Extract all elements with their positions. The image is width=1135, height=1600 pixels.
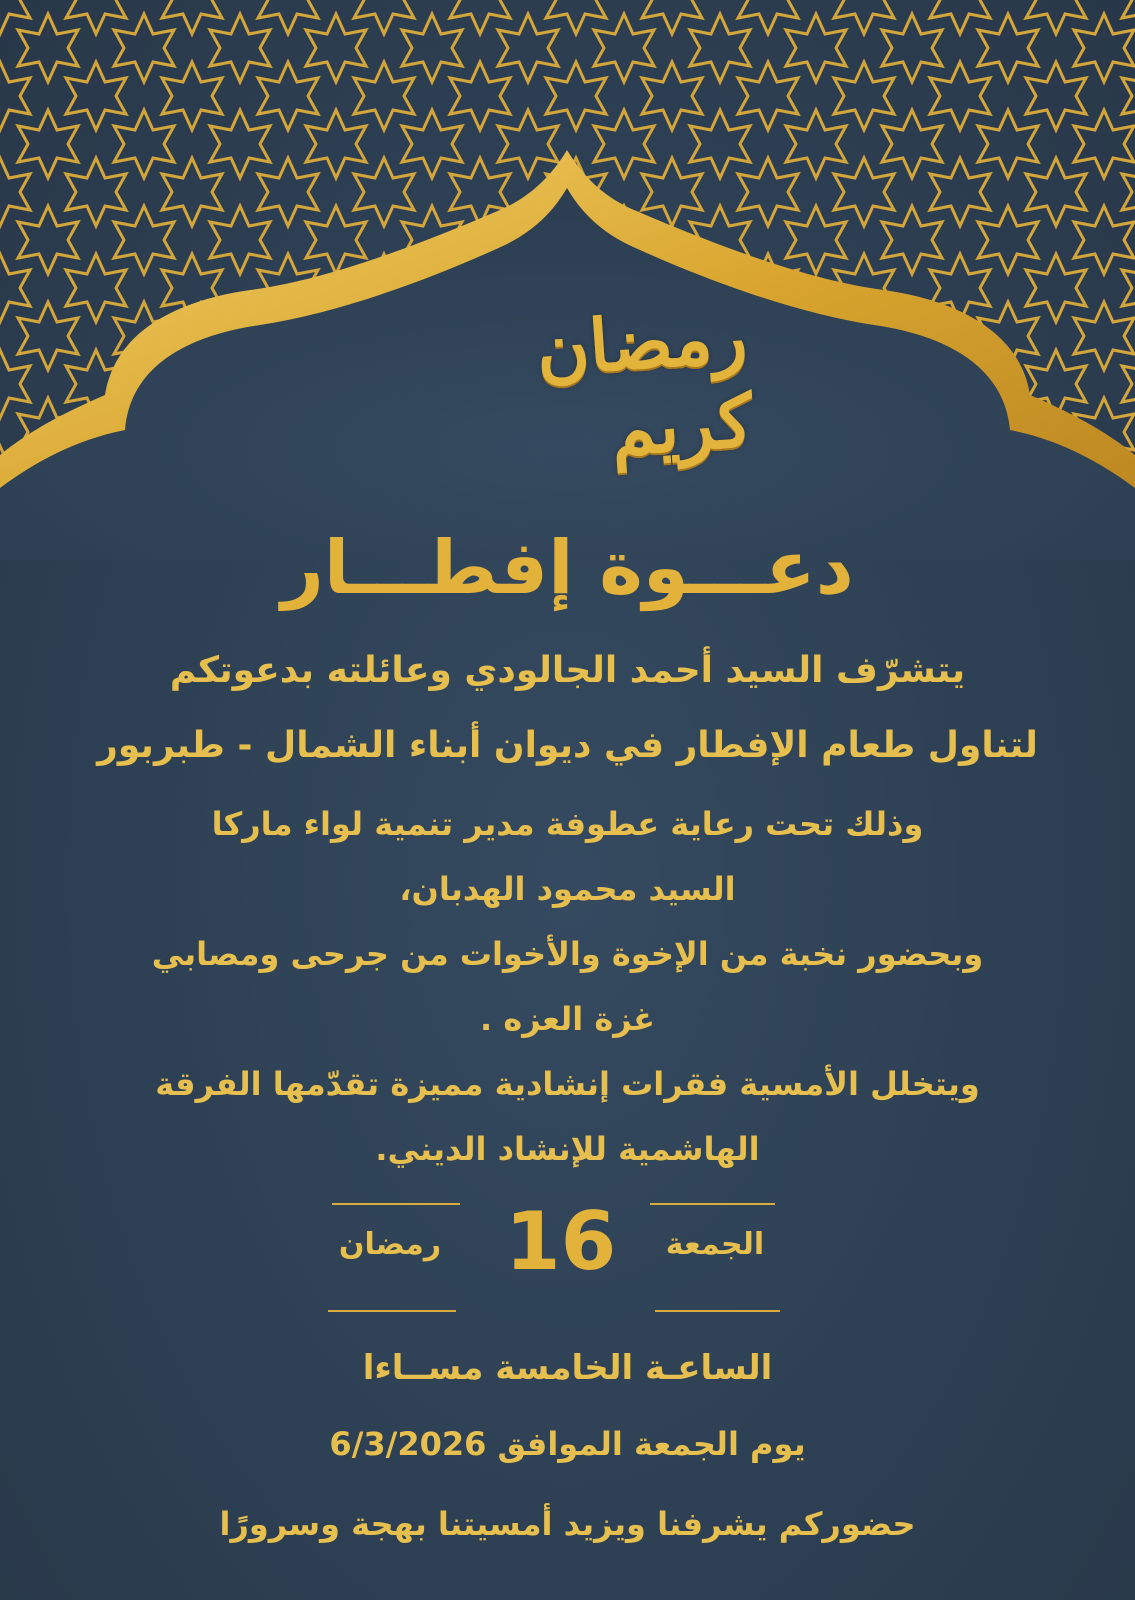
month-name: رمضان bbox=[338, 1227, 442, 1262]
body-line: وذلك تحت رعاية عطوفة مدير تنمية لواء ماركا bbox=[211, 805, 924, 843]
body-line: ويتخلل الأمسية فقرات إنشادية مميزة تقدّمها الفرقة bbox=[155, 1065, 980, 1103]
closing-line: حضوركم يشرفنا ويزيد أمسيتنا بهجة وسرورًا bbox=[219, 1505, 916, 1543]
divider bbox=[655, 1310, 780, 1312]
body-line: السيد محمود الهدبان، bbox=[399, 870, 736, 908]
event-time: الساعـة الخامسة مســاءا bbox=[362, 1348, 773, 1388]
invitation-title: دعـــوة إفطـــار bbox=[281, 525, 854, 611]
venue-line: لتناول طعام الإفطار في ديوان أبناء الشمال - طبربور bbox=[97, 725, 1038, 766]
divider bbox=[328, 1310, 456, 1312]
ramadan-kareem-logo-text: رمضان كريم bbox=[533, 292, 756, 473]
divider bbox=[332, 1203, 460, 1205]
body-line: الهاشمية للإنشاد الديني. bbox=[375, 1130, 760, 1168]
date-block bbox=[0, 1195, 1135, 1315]
calligraphy-logo-icon bbox=[390, 270, 756, 510]
event-date: يوم الجمعة الموافق 6/3/2026 bbox=[329, 1425, 806, 1463]
day-name: الجمعة bbox=[665, 1227, 765, 1262]
body-line: وبحضور نخبة من الإخوة والأخوات من جرحى ومصابي bbox=[151, 935, 984, 973]
day-number: 16 bbox=[505, 1195, 617, 1288]
host-line: يتشرّف السيد أحمد الجالودي وعائلته بدعوتكم bbox=[169, 650, 966, 691]
divider bbox=[650, 1203, 775, 1205]
body-line: غزة العزه . bbox=[480, 1000, 655, 1038]
